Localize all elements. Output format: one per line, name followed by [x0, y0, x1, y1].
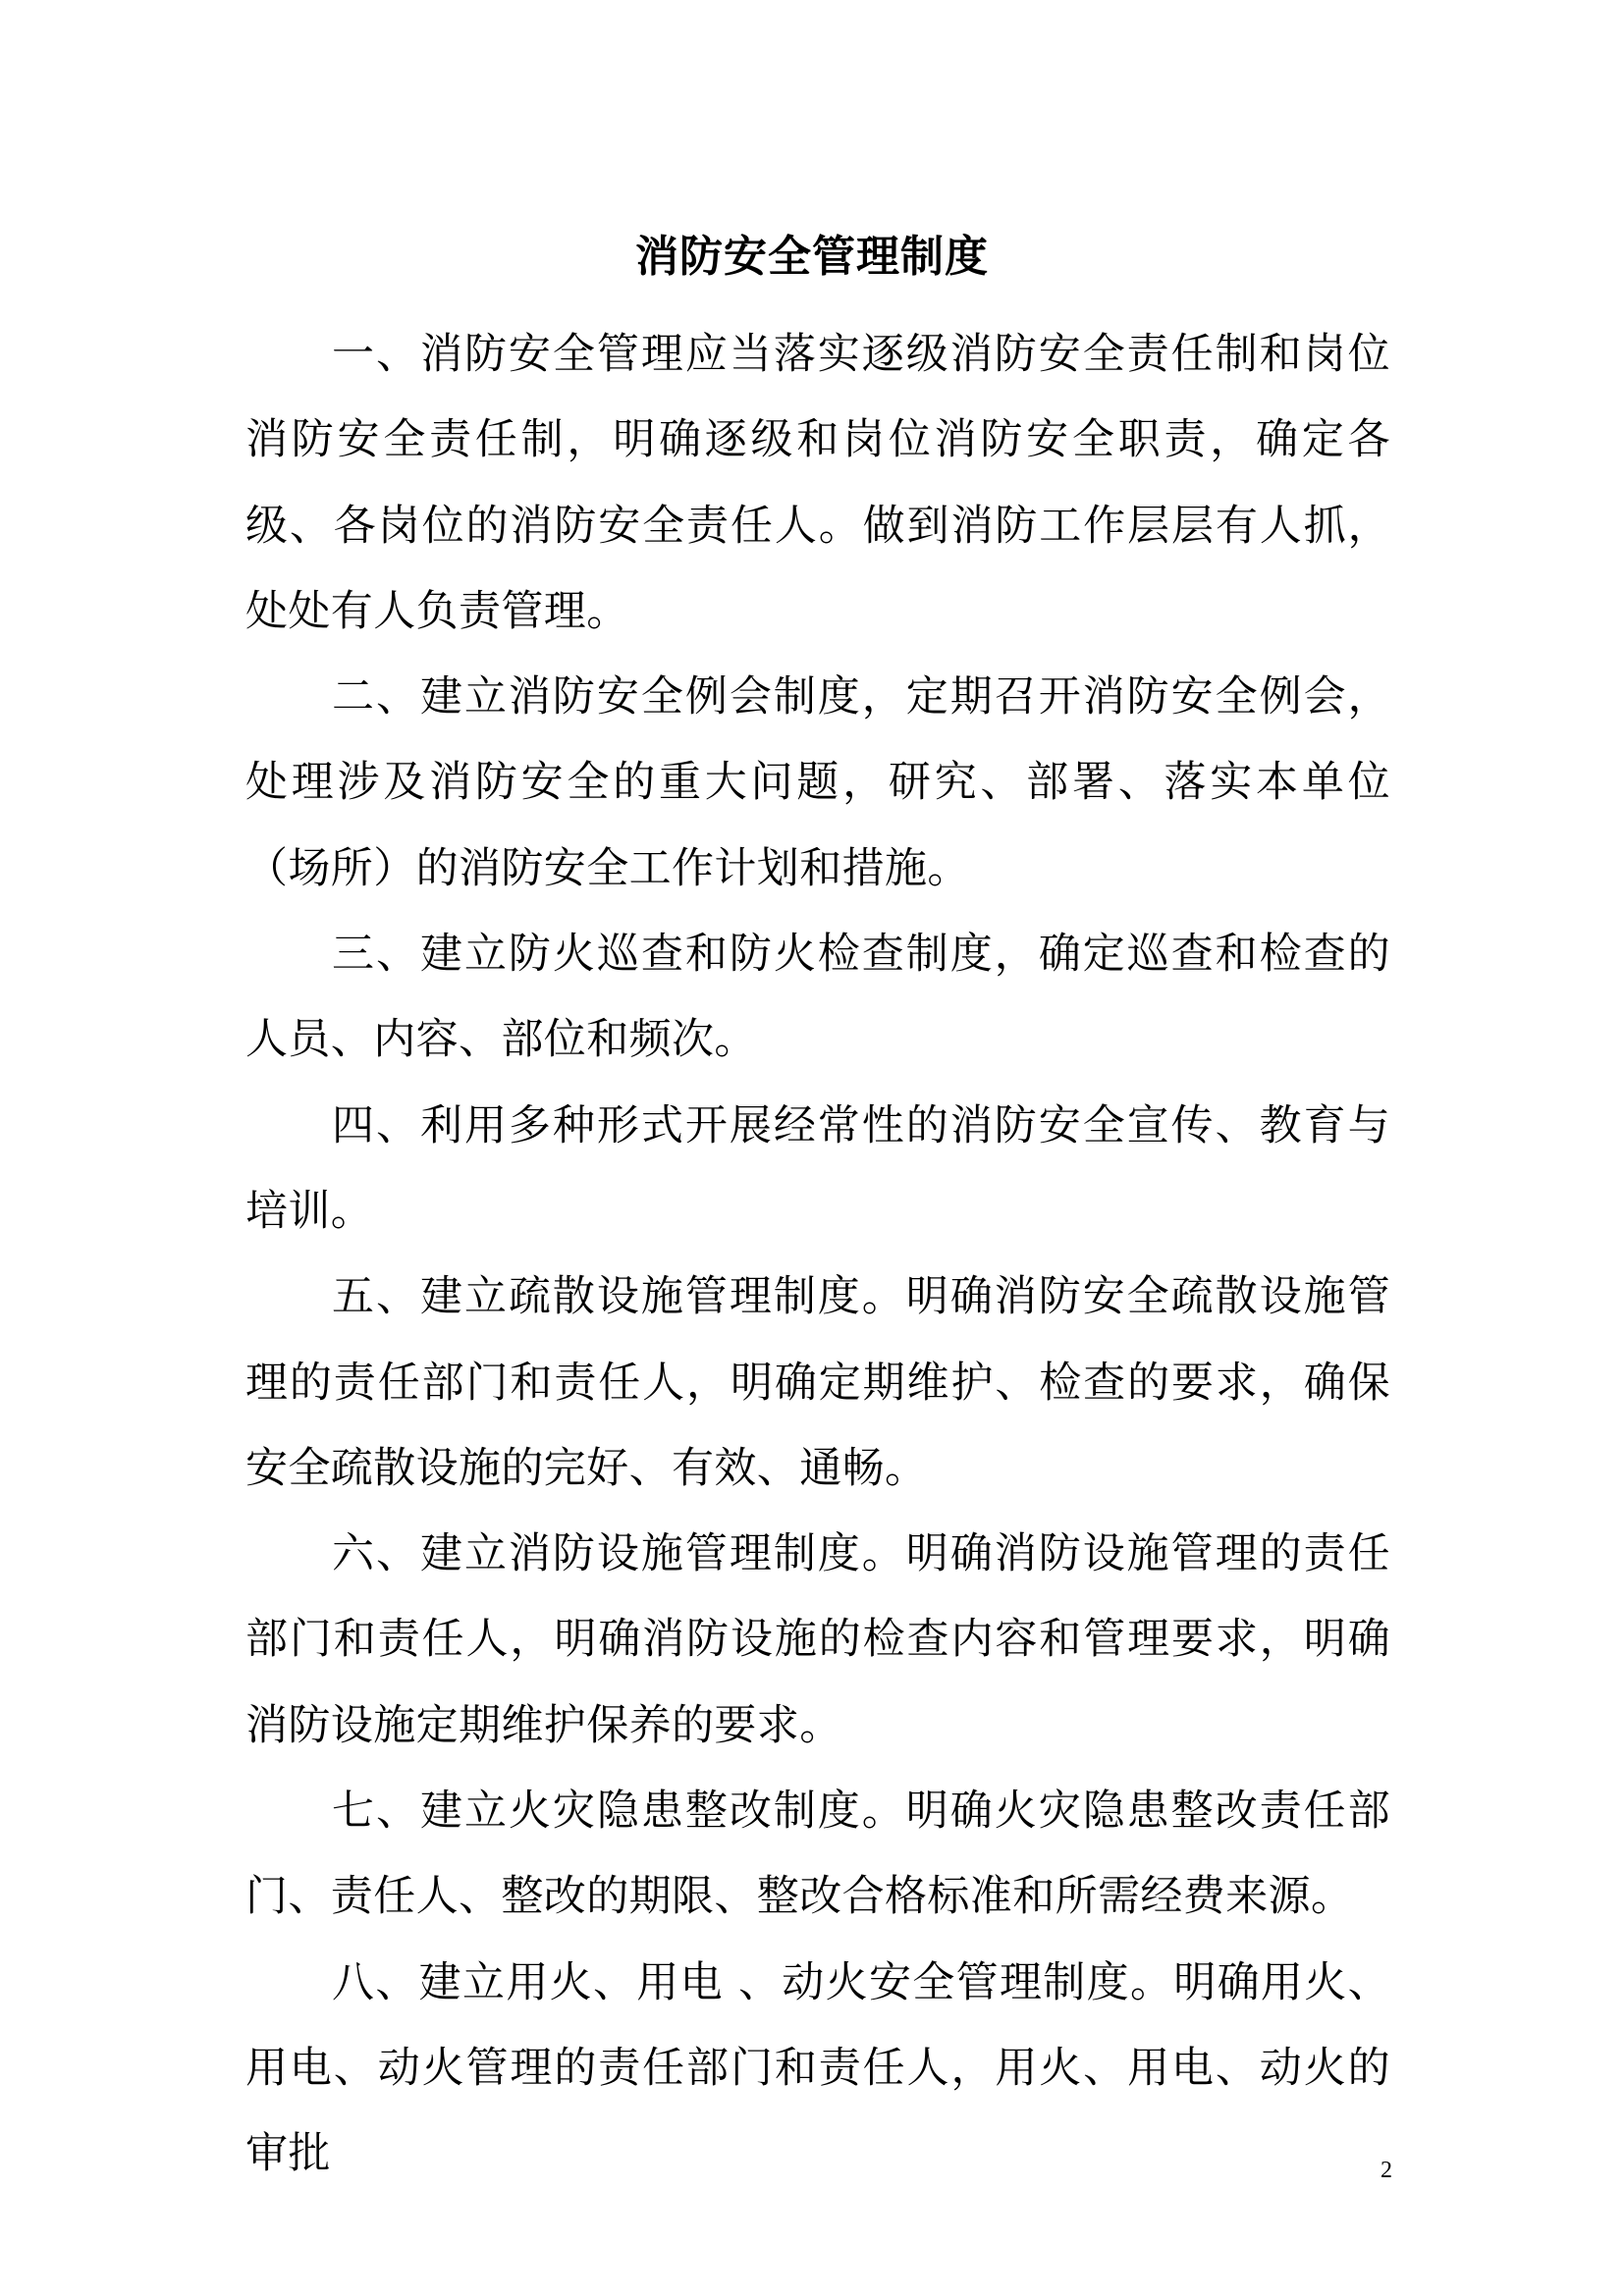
document-title: 消防安全管理制度	[635, 232, 989, 282]
paragraph-3: 三、建立防火巡查和防火检查制度，确定巡查和检查的人员、内容、部位和频次。	[245, 930, 1390, 1065]
document-body	[245, 312, 1390, 2198]
paragraph-2: 二、建立消防安全例会制度，定期召开消防安全例会，处理涉及消防安全的重大问题，研究、部署、落实本单位（场所）的消防安全工作计划和措施。	[245, 672, 1390, 893]
paragraph-1: 一、消防安全管理应当落实逐级消防安全责任制和岗位消防安全责任制，明确逐级和岗位消防安全职责，确定各级、各岗位的消防安全责任人。做到消防工作层层有人抓，处处有人负责管理。	[245, 330, 1390, 636]
paragraph-7: 七、建立火灾隐患整改制度。明确火灾隐患整改责任部门、责任人、整改的期限、整改合格标准和所需经费来源。	[245, 1787, 1390, 1922]
paragraph-4: 四、利用多种形式开展经常性的消防安全宣传、教育与培训。	[245, 1100, 1390, 1236]
paragraph-5: 五、建立疏散设施管理制度。明确消防安全疏散设施管理的责任部门和责任人，明确定期维护、检查的要求，确保安全疏散设施的完好、有效、通畅。	[245, 1272, 1390, 1493]
page-number: 2	[1380, 2158, 1392, 2183]
paragraph-6: 六、建立消防设施管理制度。明确消防设施管理的责任部门和责任人，明确消防设施的检查内容和管理要求，明确消防设施定期维护保养的要求。	[245, 1529, 1390, 1750]
paragraph-8: 八、建立用火、用电 、动火安全管理制度。明确用火、用电、动火管理的责任部门和责任人，用火、用电、动火的审批	[245, 1957, 1390, 2179]
